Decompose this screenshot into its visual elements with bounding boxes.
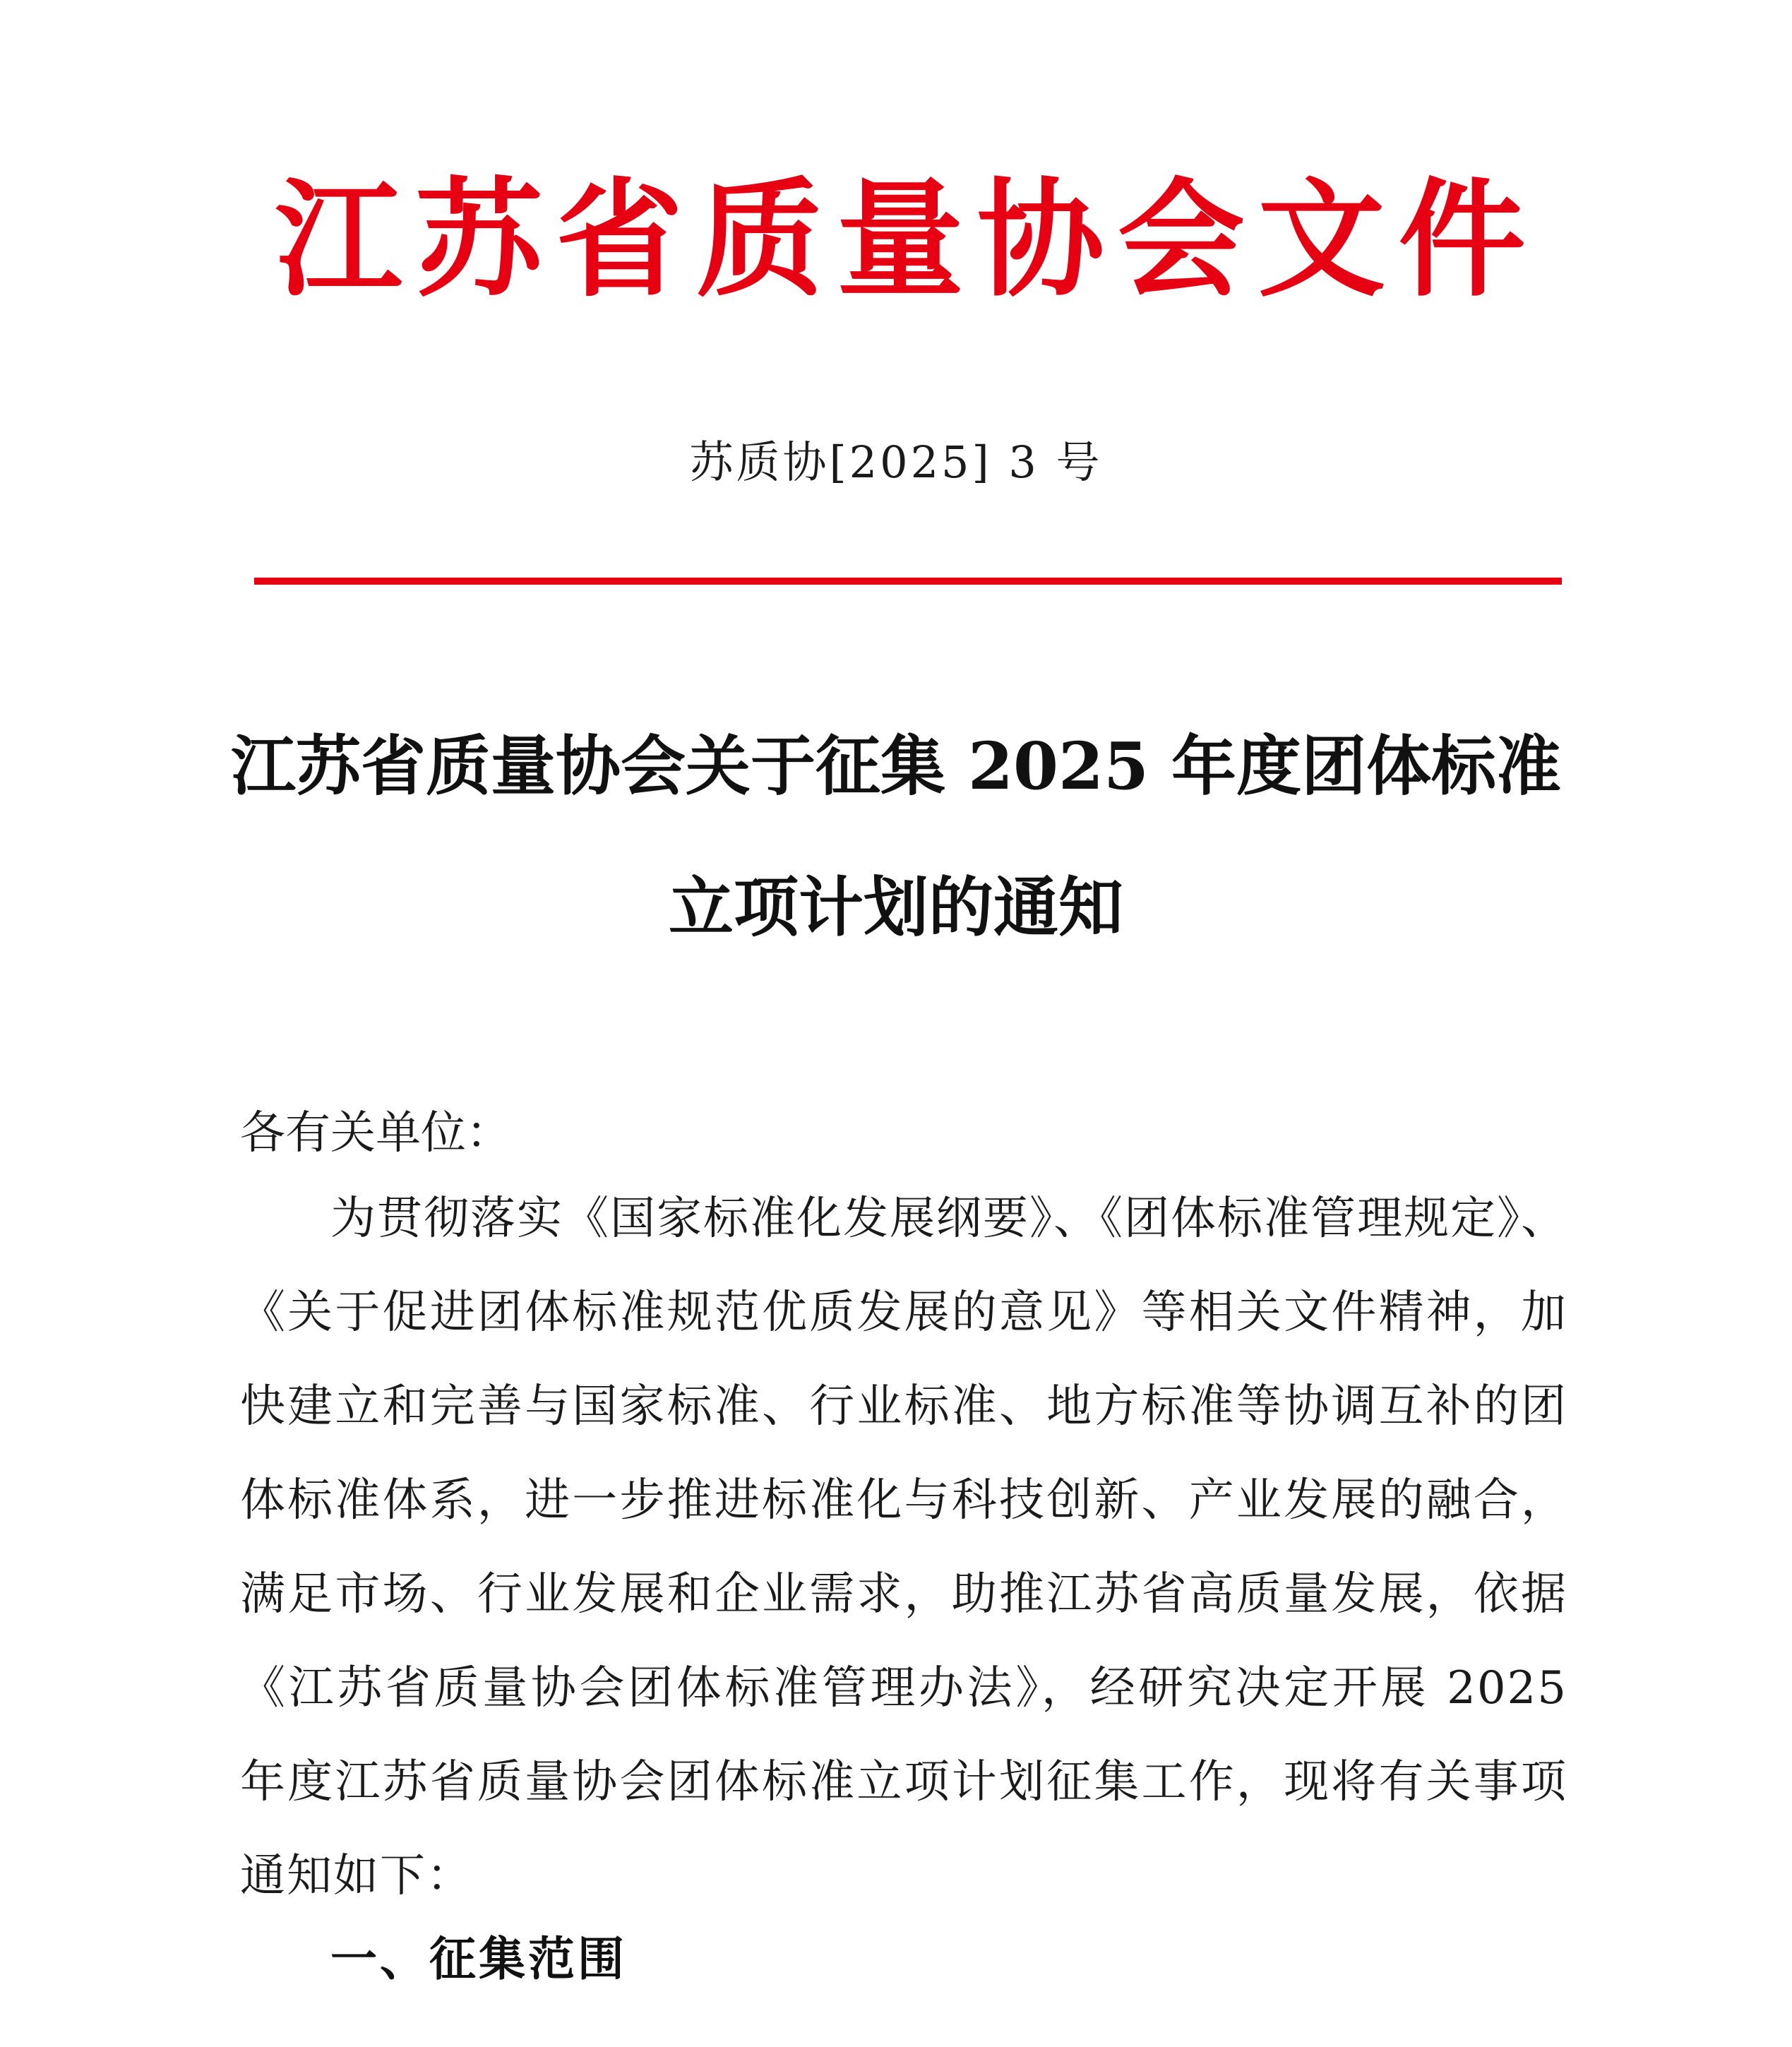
header-char: 件 <box>1398 165 1526 314</box>
header-char: 文 <box>1258 165 1385 314</box>
header-char: 省 <box>556 165 683 314</box>
header-char: 江 <box>275 165 402 314</box>
salutation: 各有关单位： <box>240 1107 511 1159</box>
body-paragraph: 为贯彻落实《国家标准化发展纲要》、《团体标准管理规定》、《关于促进团体标准规范优质发展的意见》等相关文件精神，加快建立和完善与国家标准、行业标准、地方标准等协调互补的团体标准体系，进一步推进标准化与科技创新、产业发展的融合，满足市场、行业发展和企业需求，助推江苏省高质量发展，依据《江苏省质量协会团体标准管理办法》，经研究决定开展 2025 年度江苏省质量协会团体标准立项计划征集工作，现将有关事项通知如下： <box>240 1193 1567 1902</box>
issuing-organization-header <box>268 152 1532 328</box>
section-heading: 一、征集范围 <box>330 1932 627 1986</box>
header-char: 质 <box>696 165 824 314</box>
header-char: 会 <box>1117 165 1245 314</box>
red-divider-line <box>254 578 1562 585</box>
document-number: 苏质协[2025] 3 号 <box>689 436 1103 488</box>
document-title-line-2: 立项计划的通知 <box>668 869 1123 945</box>
header-char: 苏 <box>415 165 543 314</box>
header-char: 协 <box>976 165 1104 314</box>
header-char: 量 <box>837 165 964 314</box>
document-title-line-1: 江苏省质量协会关于征集 2025 年度团体标准 <box>230 728 1562 804</box>
